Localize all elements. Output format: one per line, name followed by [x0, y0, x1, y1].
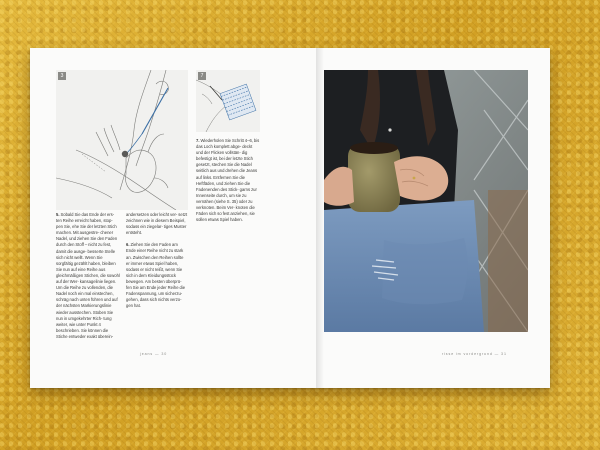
photo-person-with-mug [324, 70, 528, 332]
text-column-1 [56, 212, 120, 346]
hand-stitching-drawing [56, 70, 188, 210]
step-paragraph: 7. Wiederholen Sie Schritt 4–6, bis das Loch komplett abge- deckt und der Flicken vollstän- dig befestigt ist, bei der letzte Stich gesetzt, stechen Sie die Nadel seitlich aus und drehen die Jeans auf links. Entfernen Sie die Heftfäden, und ziehen Sie die Fadenenden des Stick- garns zur Innenseite durch, um sie zu vernähen (siehe S. 35) oder zu verknoten. Beim Ver- knoten die Fäden sich so fest anziehen, sie sollen etwas Spiel haben. [196, 138, 260, 223]
step-paragraph: 6. Ziehen Sie den Faden am Ende einer Reihe nicht zu stark an. Zwischen den Reihen sollte er immer etwas Spiel haben, sodass er nicht reißt, wenn Sie sich in dem Kleidungsstück bewegen. Am besten überprü- fen Sie am Ende jeder Reihe die Fadenspannung, um sicherzu- gehen, dass sich nichts verzo- gen hat. [126, 242, 186, 309]
step-paragraph: andersetzen oder leicht ver- setzt zeichnen wie in diesem Beispiel, sodass ein ziegelar- tiges Muster entsteht. [126, 212, 188, 236]
text-column-2 [126, 212, 188, 315]
illustration-finished-patch [196, 70, 260, 132]
step-tag: 7 [198, 72, 206, 80]
text-column-3 [196, 138, 260, 229]
left-page [30, 48, 320, 388]
step-tag: 3 [58, 72, 66, 80]
open-book [30, 48, 550, 388]
page-folio: jeans — 30 [140, 352, 168, 356]
illustration-stitching-hand [56, 70, 188, 210]
photo-drawing [324, 70, 528, 332]
step-paragraph: 5. Sobald Sie das Ende der ers- ten Reihe erreicht haben, stop- pen Sie, ehe Sie der letzten Stich machen. Mit ausgestre- chener Nadel, und ziehen Sie den Faden durch den Stoff – nicht zu fest, damit die ausge- besserte Stelle sich nicht wellt. Wenn Sie sorgfältig gezählt haben, bleiben Sie nun auf eine Reihe aus gleichmäßigen Stichen, die sowohl auf der Wer- kansagelinie liegen. Um die Reihe zu vollenden, die Nadel noch ein mal einstechen, schräg nach unten führen und auf der nächsten Markierungslinie wieder ausstechen. Stoben Sie nun in umgekehrter Rich- tung weiter, wie unter Punkt 4 beschrieben. Sie können die Stiche entweder exakt überein- [56, 212, 120, 339]
page-folio: risse im vordergrund — 31 [442, 352, 507, 356]
